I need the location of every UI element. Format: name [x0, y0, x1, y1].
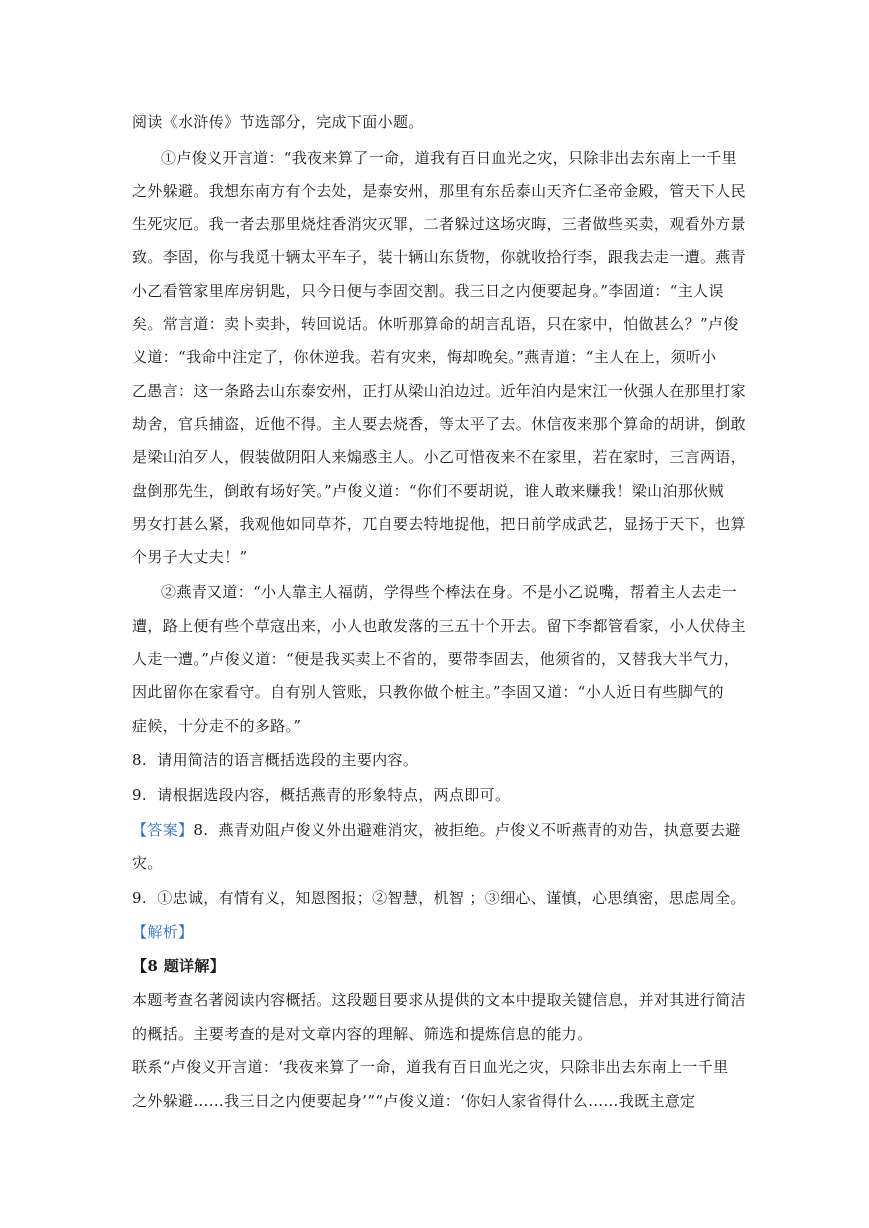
passage-line: ①卢俊义开言道：“我夜来算了一命，道我有百日血光之灾，只除非出去东南上一千里 — [161, 149, 737, 167]
passage-line: 男女打甚么紧，我观他如同草芥，兀自要去特地捉他，把日前学成武艺，显扬于天下，也算 — [132, 515, 747, 533]
answer-tag: 【答案】 — [132, 821, 194, 839]
passage-line: 人走一遭。”卢俊义道：“便是我买卖上不省的，要带李固去，他须省的，又替我大半气力， — [132, 650, 740, 668]
passage-line: 之外躲避。我想东南方有个去处，是泰安州，那里有东岳泰山天齐仁圣帝金殿，管天下人民 — [132, 182, 747, 200]
detail-heading: 【8 题详解】 — [132, 957, 226, 975]
question-8: 8. 请用简洁的语言概括选段的主要内容。 — [132, 751, 419, 769]
explanation-line: 本题考查名著阅读内容概括。这段题目要求从提供的文本中提取关键信息，并对其进行简洁 — [132, 991, 747, 1009]
passage-line: 个男子大丈夫！” — [132, 548, 248, 566]
passage-line: 症候，十分走不的多路。” — [132, 717, 302, 735]
passage-line: 小乙看管家里库房钥匙，只今日便与李固交割。我三日之内便要起身。”李固道：“主人误 — [132, 282, 724, 300]
analysis-tag: 【解析】 — [132, 923, 194, 941]
explanation-line: 联系“卢俊义开言道：‘我夜来算了一命，道我有百日血光之灾，只除非出去东南上一千里 — [132, 1058, 729, 1076]
passage-line: 义道：“我命中注定了，你休逆我。若有灾来，悔却晚矣。”燕青道：“主人在上，须听小 — [132, 348, 717, 366]
answer-8-text: 8. 燕青劝阻卢俊义外出避难消灾，被拒绝。卢俊义不听燕青的劝告，执意要去避 — [193, 821, 741, 839]
explanation-line: 的概括。主要考查的是对文章内容的理解、筛选和提炼信息的能力。 — [132, 1025, 593, 1043]
passage-line: 劫舍，官兵捕盗，近他不得。主人要去烧香，等太平了去。休信夜来那个算命的胡讲，倒敢 — [132, 415, 747, 433]
passage-line: 遭，路上便有些个草寇出来，小人也敢发落的三五十个开去。留下李都管看家，小人伏侍主 — [132, 617, 747, 635]
passage-line: 生死灾厄。我一者去那里烧炷香消灾灭罪，二者躲过这场灾晦，三者做些买卖，观看外方景 — [132, 215, 747, 233]
passage-line: 矣。常言道：卖卜卖卦，转回说话。休听那算命的胡言乱语，只在家中，怕做甚么？”卢俊 — [132, 315, 739, 333]
passage-line: 盘倒那先生，倒敢有场好笑。”卢俊义道：“你们不要胡说，谁人敢来赚我！梁山泊那伙贼 — [132, 482, 724, 500]
answer-8-continued: 灾。 — [132, 854, 163, 872]
answer-9: 9. ①忠诚，有情有义，知恩图报；②智慧，机智 ；③细心、谨慎，心思缜密，思虑周全。 — [132, 889, 746, 907]
passage-line: 乙愚言：这一条路去山东泰安州，正打从梁山泊边过。近年泊内是宋江一伙强人在那里打家 — [132, 382, 747, 400]
answer-8-line — [132, 820, 741, 840]
intro-text: 阅读《水浒传》节选部分，完成下面小题。 — [132, 113, 424, 131]
passage-line: 致。李固，你与我觅十辆太平车子，装十辆山东货物，你就收拾行李，跟我去走一遭。燕青 — [132, 248, 747, 266]
question-9: 9. 请根据选段内容，概括燕青的形象特点，两点即可。 — [132, 786, 511, 804]
passage-line: 是梁山泊歹人，假装做阴阳人来煽惑主人。小乙可惜夜来不在家里，若在家时，三言两语， — [132, 448, 747, 466]
passage-line: ②燕青又道：“小人靠主人福荫，学得些个棒法在身。不是小乙说嘴，帮着主人去走一 — [161, 583, 737, 601]
explanation-line: 之外躲避……我三日之内便要起身’”“卢俊义道：‘你妇人家省得什么……我既主意定 — [132, 1092, 696, 1110]
passage-line: 因此留你在家看守。自有别人管账，只教你做个桩主。”李固又道：“小人近日有些脚气的 — [132, 683, 724, 701]
